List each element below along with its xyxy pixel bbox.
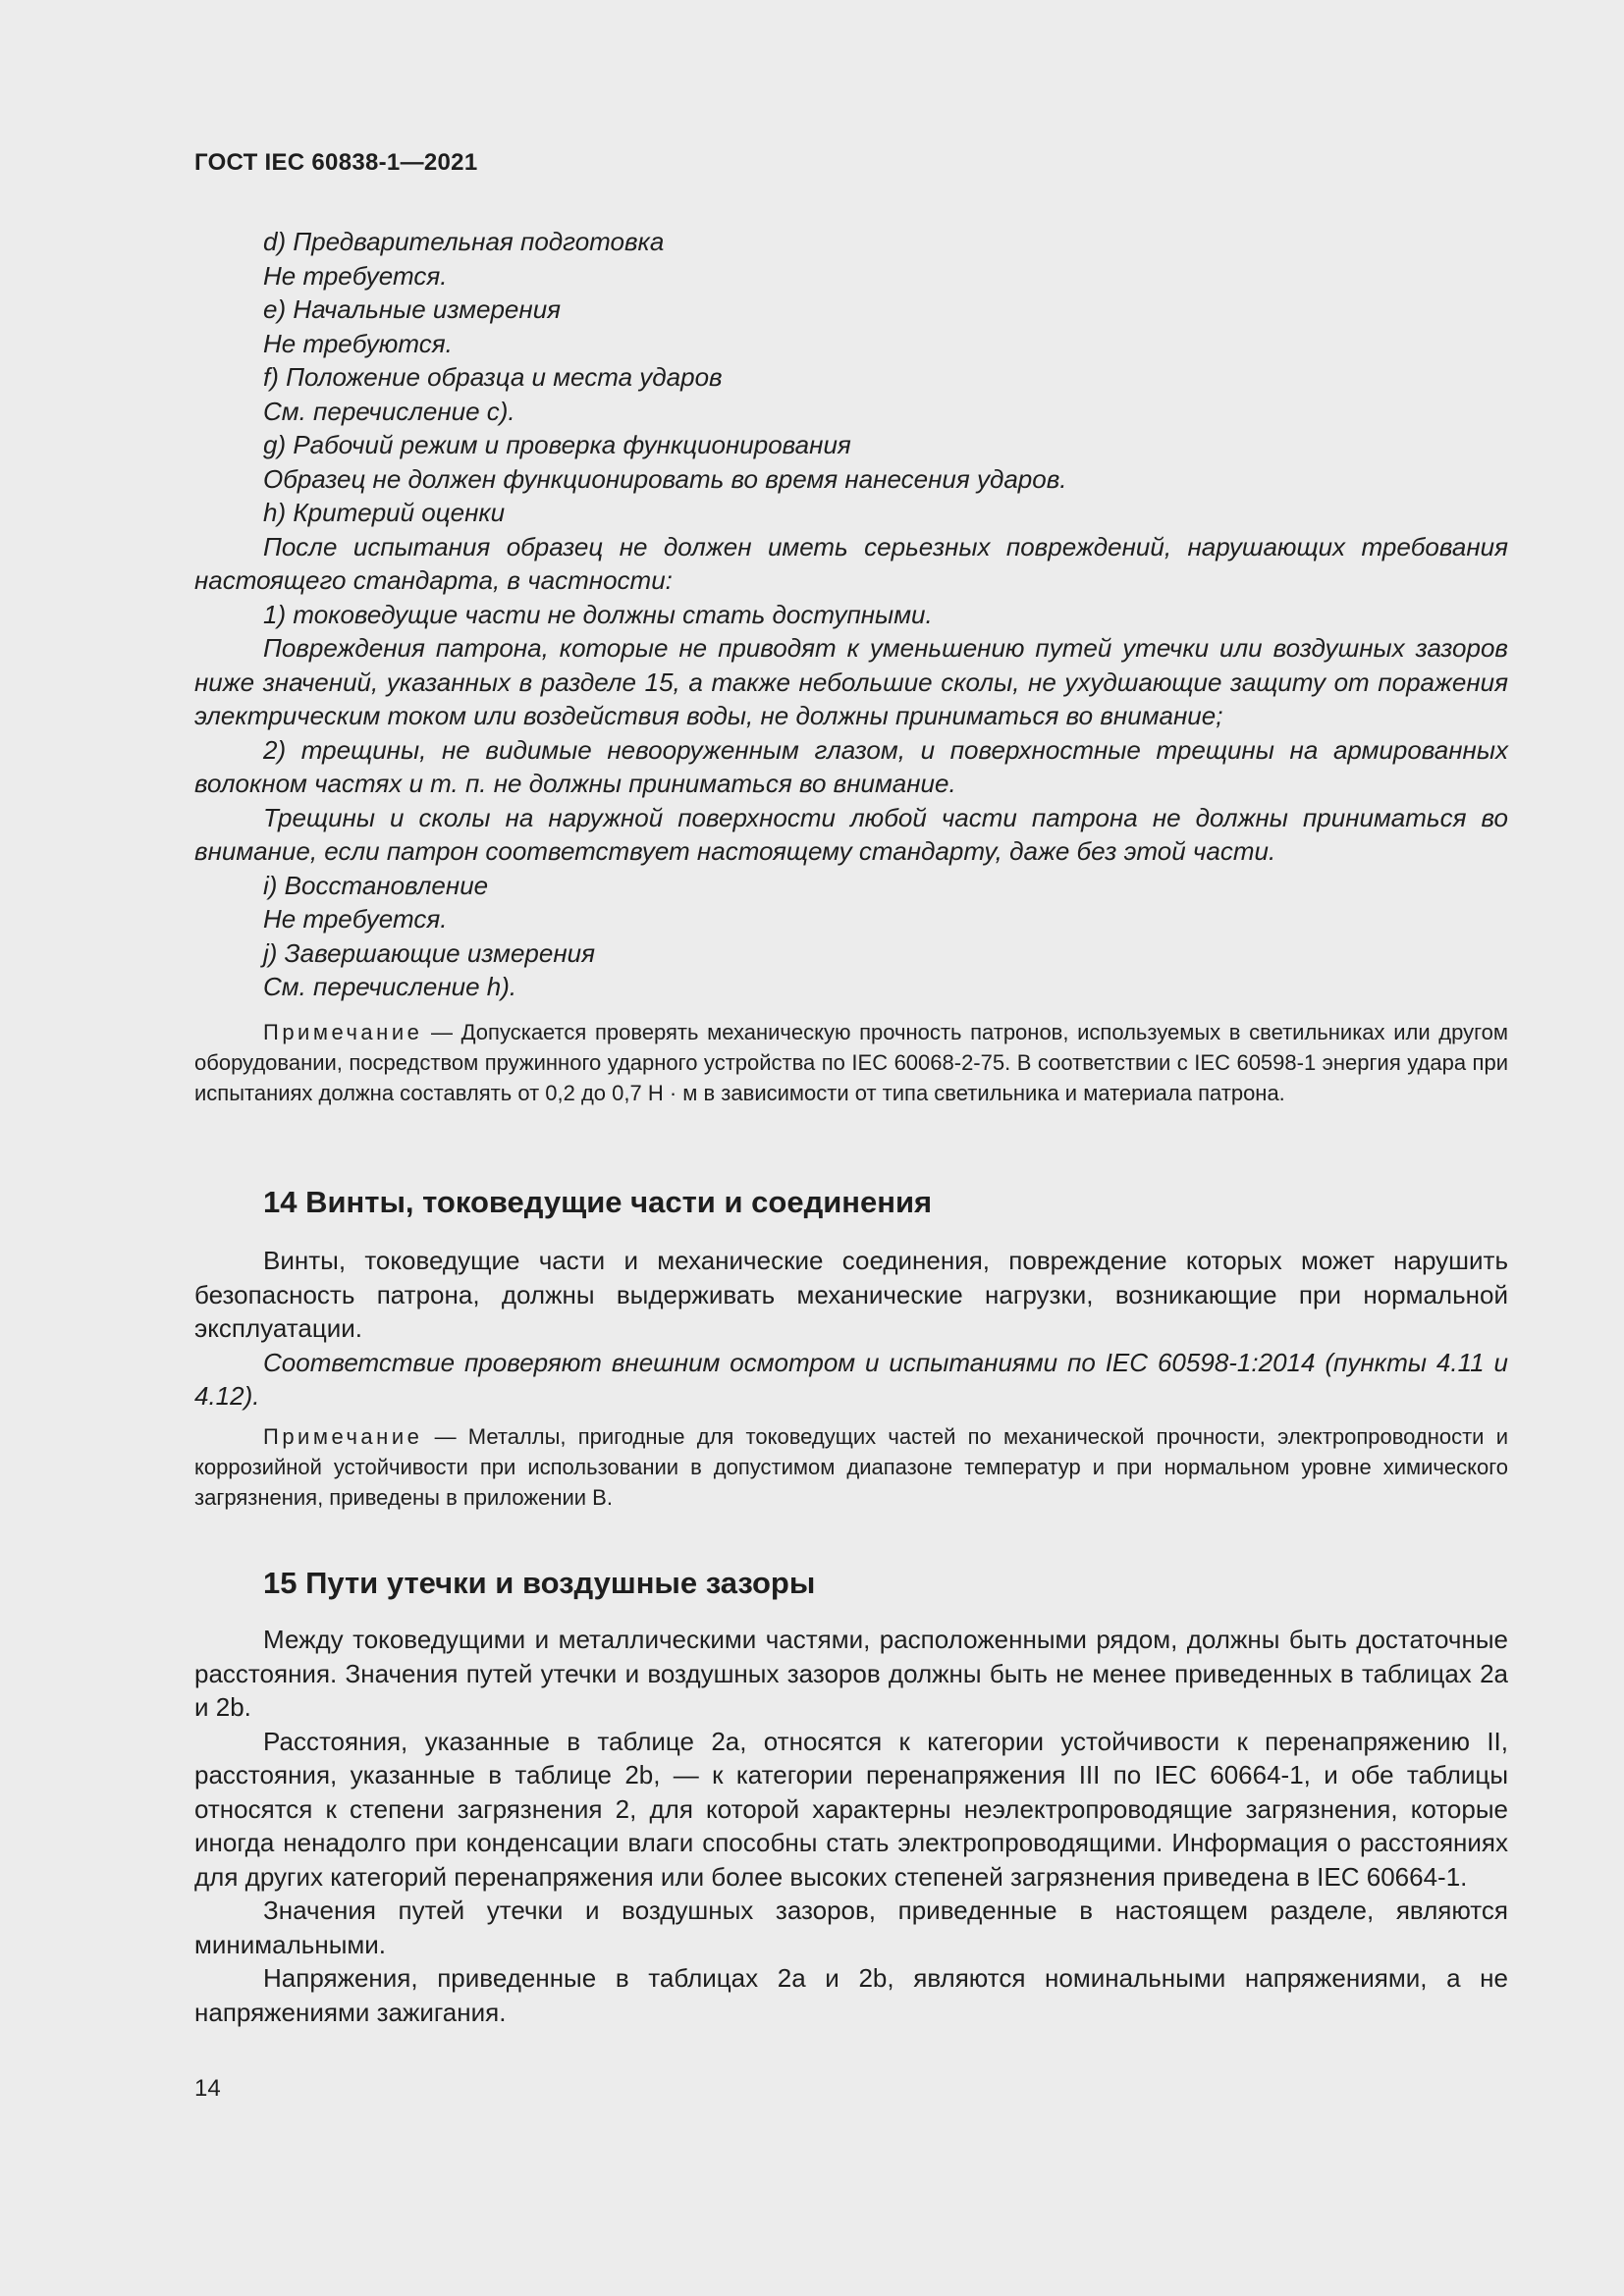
note-text: — Металлы, пригодные для токоведущих частей по механической прочности, электропроводности и коррозийной устойчивости при использовании в допустимом диапазоне температур и при нормальном уровне химического загрязнения, приведены в приложении В. xyxy=(194,1424,1508,1510)
test-procedure-items xyxy=(194,225,1508,1004)
list-item: Не требуется. xyxy=(263,904,448,934)
criteria-paragraph: После испытания образец не должен иметь серьезных повреждений, нарушающих требования настоящего стандарта, в частности: xyxy=(194,531,1508,595)
list-item: См. перечисление h). xyxy=(263,972,517,1001)
section-15-title: 15 Пути утечки и воздушные зазоры xyxy=(263,1566,816,1600)
note-impact xyxy=(194,1017,1508,1108)
criteria-paragraph: Трещины и сколы на наружной поверхности любой части патрона не должны приниматься во внимание, если патрон соответствует настоящему стандарту, даже без этой части. xyxy=(194,802,1508,866)
criteria-paragraph: 2) трещины, не видимые невооруженным глазом, и поверхностные трещины на армированных волокном частях и т. п. не должны приниматься во внимание. xyxy=(194,734,1508,798)
paragraph: Напряжения, приведенные в таблицах 2a и 2b, являются номинальными напряжениями, а не напряжениями зажигания. xyxy=(194,1963,1508,2027)
section-15 xyxy=(194,1564,1508,1603)
note-paragraph xyxy=(194,1421,1508,1513)
note-label: Примечание xyxy=(263,1020,423,1044)
paragraph: Значения путей утечки и воздушных зазоров, приведенные в настоящем разделе, являются минимальными. xyxy=(194,1896,1508,1959)
page-number: 14 xyxy=(194,2075,221,2102)
paragraph: Расстояния, указанные в таблице 2a, относятся к категории устойчивости к перенапряжению II, расстояния, указанные в таблице 2b, — к категории перенапряжения III по IEC 60664-1, и обе таблицы относятся к степени загрязнения 2, для которой характерны неэлектропроводящие загрязнения, которые иногда ненадолго при конденсации влаги способны стать электропроводящими. Информация о расстояниях для других категорий перенапряжения или более высоких степеней загрязнения приведена в IEC 60664-1. xyxy=(194,1726,1508,1892)
note-paragraph xyxy=(194,1017,1508,1108)
paragraph: Соответствие проверяют внешним осмотром и испытаниями по IEC 60598-1:2014 (пункты 4.11 и 4.12). xyxy=(194,1347,1508,1411)
list-item: Не требуется. xyxy=(263,260,448,291)
section-14 xyxy=(194,1183,1508,1222)
note-label: Примечание xyxy=(263,1424,423,1449)
section-14-title: 14 Винты, токоведущие части и соединения xyxy=(263,1185,933,1219)
section-14-body xyxy=(194,1244,1508,1414)
list-item: Образец не должен функционировать во время нанесения ударов. xyxy=(263,463,1067,494)
section-15-body xyxy=(194,1623,1508,2029)
list-item: Не требуются. xyxy=(263,328,453,358)
list-item: j) Завершающие измерения xyxy=(263,937,595,968)
criteria-paragraph: Повреждения патрона, которые не приводят к уменьшению путей утечки или воздушных зазоров ниже значений, указанных в разделе 15, а также небольшие сколы, не ухудшающие защиту от поражения электрическим током или воздействия воды, не должны приниматься во внимание; xyxy=(194,633,1508,730)
list-item: См. перечисление c). xyxy=(263,396,515,426)
list-item: d) Предварительная подготовка xyxy=(263,227,665,256)
standard-header: ГОСТ IEC 60838-1—2021 xyxy=(194,149,478,176)
list-item: h) Критерий оценки xyxy=(263,498,506,527)
list-item: i) Восстановление xyxy=(263,870,489,900)
criteria-paragraph: 1) токоведущие части не должны стать доступными. xyxy=(263,599,933,629)
paragraph: Между токоведущими и металлическими частями, расположенными рядом, должны быть достаточные расстояния. Значения путей утечки и воздушных зазоров должны быть не менее приведенных в таблицах 2a и 2b. xyxy=(194,1625,1508,1722)
paragraph: Винты, токоведущие части и механические соединения, повреждение которых может нарушить безопасность патрона, должны выдерживать механические нагрузки, возникающие при нормальной эксплуатации. xyxy=(194,1246,1508,1343)
note-metals xyxy=(194,1421,1508,1513)
list-item: g) Рабочий режим и проверка функционирования xyxy=(263,430,851,459)
list-item: f) Положение образца и места ударов xyxy=(263,362,723,392)
note-text: — Допускается проверять механическую прочность патронов, используемых в светильниках или другом оборудовании, посредством пружинного ударного устройства по IEC 60068-2-75. В соответствии с IEC 60598-1 энергия удара при испытаниях должна составлять от 0,2 до 0,7 Н · м в зависимости от типа светильника и материала патрона. xyxy=(194,1020,1508,1105)
list-item: e) Начальные измерения xyxy=(263,294,562,324)
